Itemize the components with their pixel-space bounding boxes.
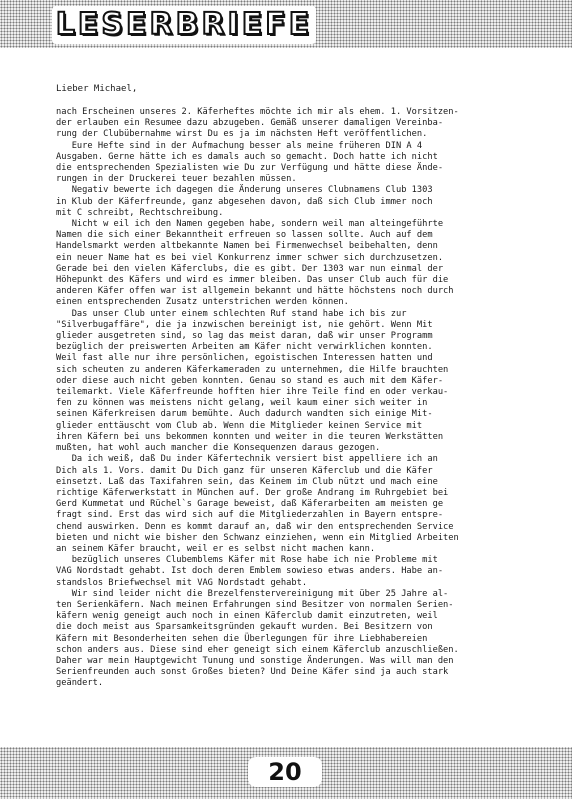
letter-line: die doch meist aus Sparsamkeitsgründen gekauft wurden. Bei Besitzern von xyxy=(56,622,433,633)
letter-greeting: Lieber Michael, xyxy=(56,84,138,94)
letter-line: Namen die sich einer Bekanntheit erfreuen so lassen sollte. Auch auf dem xyxy=(56,230,433,241)
letter-line: Das unser Club unter einem schlechten Ruf stand habe ich bis zur xyxy=(56,308,407,319)
letter-line: die entsprechenden Spezialisten wie Du zur Verfügung und hätte diese Ände- xyxy=(56,163,444,174)
letter-line: Eure Hefte sind in der Aufmachung besser als meine früheren DIN A 4 xyxy=(56,140,423,151)
letter-line: Negativ bewerte ich dagegen die Änderung unseres Clubnamens Club 1303 xyxy=(56,185,433,196)
page-number: 20 xyxy=(268,758,302,786)
letter-paragraph xyxy=(56,454,520,555)
letter-paragraph xyxy=(56,107,520,141)
letter-line: nach Erscheinen unseres 2. Käferheftes möchte ich mir als ehem. 1. Vorsitzen- xyxy=(56,107,459,117)
letter-line: käfern wenig geneigt auch noch in einen Käferclub damit einzutreten, weil xyxy=(56,611,438,622)
letter-line: ten Serienkäfern. Nach meinen Erfahrungen sind Besitzer von normalen Serien- xyxy=(56,599,454,610)
page-title: LESERBRIEFE xyxy=(55,7,313,42)
letter-line: ihren Käfern bei uns bekommen konnten und weiter in die teuren Werkstätten xyxy=(56,431,444,442)
letter-line: chend auswirken. Denn es kommt darauf an, daß wir den entsprechenden Service xyxy=(56,521,454,532)
letter-line: Handelsmarkt werden altbekannte Namen bei Firmenwechsel beibehalten, denn xyxy=(56,241,438,252)
letter-line: Gerd Kummetat und Rüchel`s Garage beweist, daß Käferarbeiten am meisten ge xyxy=(56,499,444,510)
letter-line: bezüglich unseres Clubemblems Käfer mit Rose habe ich nie Probleme mit xyxy=(56,555,438,566)
letter-line: richtige Käferwerkstatt in München auf. Der große Andrang im Ruhrgebiet bei xyxy=(56,487,449,498)
letter-line: schon anders aus. Diese sind eher geneigt sich einem Käferclub anzuschließen. xyxy=(56,644,459,655)
letter-line: Käfern mit Besonderheiten sehen die Überlegungen für ihre Liebhabereien xyxy=(56,633,428,644)
letter-line: Nicht w eil ich den Namen gegeben habe, sondern weil man alteingeführte xyxy=(56,219,444,230)
letter-line: der erlauben ein Resumee dazu abzugeben. Gemäß unserer damaligen Vereinba- xyxy=(56,118,444,129)
letter-paragraph xyxy=(56,141,520,186)
letter-line: sich scheuten zu anderen Käferkameraden zu unternehmen, die Hilfe brauchten xyxy=(56,364,449,375)
letter-line: Dich als 1. Vors. damit Du Dich ganz für unseren Käferclub und die Käfer xyxy=(56,465,433,476)
letter-line: ein neuer Name hat es bei viel Konkurrenz immer schwer sich durchzusetzen. xyxy=(56,252,444,263)
letter-line: fragt sind. Erst das wird sich auf die Mitgliederzahlen in Bayern entspre- xyxy=(56,510,444,521)
letter-line: Da ich weiß, daß Du inder Käfertechnik versiert bist appelliere ich an xyxy=(56,454,438,465)
letter-line: seinen Käferkreisen darum bemühte. Auch dadurch wandten sich einige Mit- xyxy=(56,409,433,420)
letter-paragraph xyxy=(56,589,520,690)
letter-line: VAG Nordstadt gehabt. Ist doch deren Emblem sowieso etwas anders. Habe an- xyxy=(56,566,444,577)
letter-line: glieder ausgetreten sind, so lag das meist daran, daß wir unser Programm xyxy=(56,331,433,342)
letter-paragraph xyxy=(56,309,520,455)
letter-line: bieten und nicht wie bisher den Schwanz einziehen, wenn ein Mitglied Arbeiten xyxy=(56,532,459,543)
letter-paragraph xyxy=(56,185,520,219)
letter-line: einen entsprechenden Zusatz unterstrichen werden können. xyxy=(56,297,349,308)
letter-line: rung der Clubübernahme wirst Du es ja im nächsten Heft veröffentlichen. xyxy=(56,129,428,140)
letter-line: anderen Käfer offen war ist allgemein bekannt und hätte höchstens noch durch xyxy=(56,286,454,297)
letter-line: bezüglich der preiswerten Arbeiten am Käfer nicht verwirklichen konnten. xyxy=(56,342,433,353)
letter-line: teilemarkt. Viele Käferfreunde hofften hier ihre Teile find en oder verkau- xyxy=(56,387,449,398)
letter-line: oder diese auch nicht geben konnten. Genau so stand es auch mit dem Käfer- xyxy=(56,375,444,386)
letter-line: rungen in der Druckerei teuer bezahlen müssen. xyxy=(56,174,297,185)
letter-line: Gerade bei den vielen Käferclubs, die es gibt. Der 1303 war nun einmal der xyxy=(56,263,444,274)
letter-paragraph xyxy=(56,555,520,589)
letter-line: geändert. xyxy=(56,678,104,689)
letter-paragraph xyxy=(56,219,520,309)
letter-line: Höhepunkt des Käfers und wird es immer bleiben. Das unser Club auch für die xyxy=(56,275,449,286)
letter-line: standslos Briefwechsel mit VAG Nordstadt gehabt. xyxy=(56,577,308,588)
letter-line: mit C schreibt, Rechtschreibung. xyxy=(56,207,224,218)
letter-line: an seinem Käfer braucht, weil er es selbst nicht machen kann. xyxy=(56,543,376,554)
title-box xyxy=(52,6,316,44)
letter-line: einsetzt. Laß das Taxifahren sein, das Keinem im Club nützt und mach eine xyxy=(56,476,438,487)
letter-line: Ausgaben. Gerne hätte ich es damals auch so gemacht. Doch hatte ich nicht xyxy=(56,151,438,162)
letter-line: "Silverbugaffäre", die ja inzwischen bereinigt ist, nie gehört. Wenn Mit xyxy=(56,319,433,330)
letter-body xyxy=(56,84,520,690)
letter-line: Daher war mein Hauptgewicht Tunung und sonstige Änderungen. Was will man den xyxy=(56,655,454,666)
letter-line: mußten, hat wohl auch mancher die Konsequenzen daraus gezogen. xyxy=(56,443,381,454)
letter-line: fen zu können was meistens nicht gelang, weil kaum einer sich weiter in xyxy=(56,398,428,409)
letter-line: glieder enttäuscht vom Club ab. Wenn die Mitglieder keinen Service mit xyxy=(56,420,423,431)
letter-line: Wir sind leider nicht die Brezelfenstervereinigung mit über 25 Jahre al- xyxy=(56,588,449,599)
page-number-box xyxy=(248,757,322,787)
letter-line: Serienfreunden auch sonst Großes bieten? Und Deine Käfer sind ja auch stark xyxy=(56,667,449,678)
letter-line: in Klub der Käferfreunde, ganz abgesehen davon, daß sich Club immer noch xyxy=(56,196,433,207)
letter-line: Weil fast alle nur ihre persönlichen, egoistischen Interessen hatten und xyxy=(56,353,433,364)
letter-paragraphs xyxy=(56,107,520,690)
header-dotted-band xyxy=(0,0,572,48)
